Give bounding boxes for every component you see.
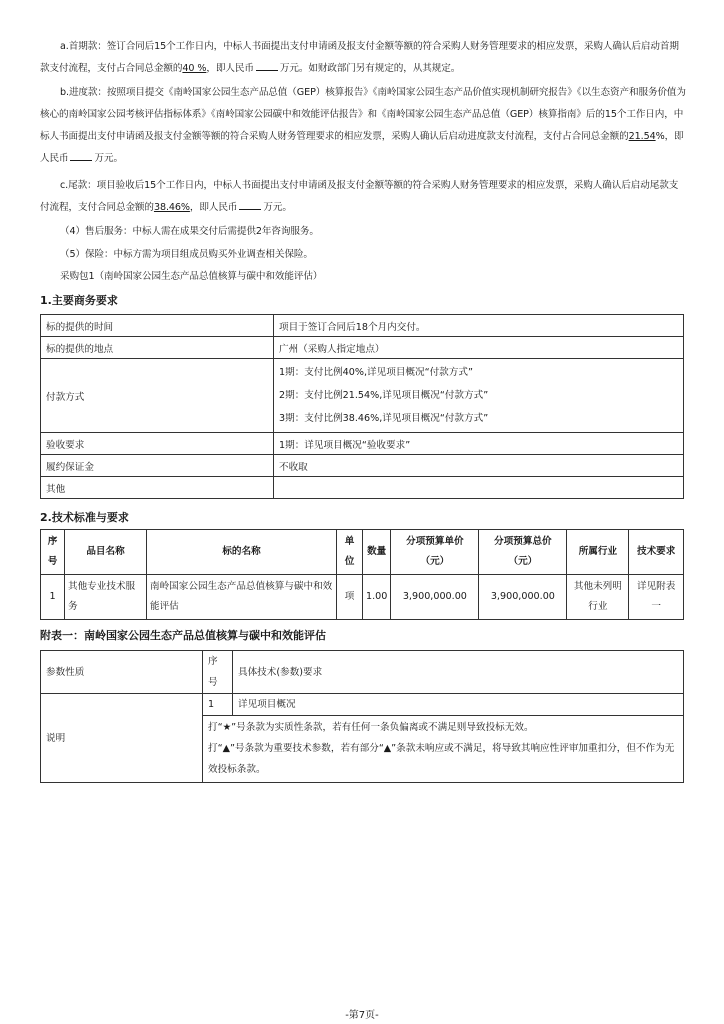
cell-item-name: 南岭国家公园生态产品总值核算与碳中和效能评估 [147,575,337,620]
table-row [41,433,684,455]
appendix-row-seq: 1 [203,694,233,716]
term-a-text: a.首期款：签订合同后15个工作日内，中标人书面提出支付申请函及报支付金额等额的符合采购人财务管理要求的相应发票，采购人确认后启动首期款支付流程，支付占合同总金额的 [40,41,679,74]
term-c-text: c.尾款：项目验收后15个工作日内，中标人书面提出支付申请函及报支付金额等额的符合采购人财务管理要求的相应发票，采购人确认后启动尾款支付流程，支付合同总金额的 [40,180,679,213]
row-value: 不收取 [274,455,684,477]
table-row [41,315,684,337]
row-label: 标的提供的地点 [41,337,274,359]
header-category: 品目名称 [65,530,147,575]
row-value: 项目于签订合同后18个月内交付。 [274,315,684,337]
table-row [41,477,684,499]
term-b-percent: 21.54 [628,131,656,142]
row-label: 验收要求 [41,433,274,455]
appendix-note-label: 说明 [41,694,203,783]
appendix-row-spec: 详见项目概况 [233,694,684,716]
term-a-percent: 40 % [182,63,207,74]
header-total-price: 分项预算总价（元） [479,530,567,575]
cell-seq: 1 [41,575,65,620]
header-quantity: 数量 [363,530,391,575]
appendix-table [40,650,684,783]
header-industry: 所属行业 [567,530,629,575]
payment-line-2: 2期：支付比例21.54%,详见项目概况“付款方式” [279,390,489,401]
section1-title: 1.主要商务要求 [40,294,118,307]
appendix-header-nature: 参数性质 [41,651,203,694]
page-number: -第7页- [345,1010,379,1021]
term-b-text: b.进度款：按照项目提交《南岭国家公园生态产品总值（GEP）核算报告》《南岭国家公园生态产品价值实现机制研究报告》《以生态资产和服务价值为核心的南岭国家公园考核评估指标体系》《南岭国家公园碳中和效能评估报告》和《南岭国家公园生态产品总值（GEP）核算指南》后的15个工作日内，中标人书面提出支付申请函及报支付金额等额的符合采购人财务管理要求的相应发票，采购人确认后启动进度款支付流程，支付占合同总金额的 [40,87,686,142]
header-unit-price: 分项预算单价（元） [391,530,479,575]
row-label: 履约保证金 [41,455,274,477]
payment-method-cell [274,359,684,433]
appendix-header-spec: 具体技术(参数)要求 [233,651,684,694]
payment-term-c [40,175,686,219]
term-b-blank [70,151,92,161]
table-row [41,575,684,620]
appendix-header-row [41,651,684,694]
term-b-mid: %，即人民币 [40,131,684,164]
term-c-blank [239,200,261,210]
header-tech-req: 技术要求 [629,530,684,575]
appendix-notes [203,716,684,783]
header-seq: 序号 [41,530,65,575]
package-title: 采购包1（南岭国家公园生态产品总值核算与碳中和效能评估） [60,271,323,282]
row-label: 其他 [41,477,274,499]
term-a-blank [256,61,278,71]
insurance-text: （5）保险：中标方需为项目组成员购买外业调查相关保险。 [60,249,313,260]
row-value: 广州（采购人指定地点） [274,337,684,359]
table-header-row [41,530,684,575]
term-c-mid: ，即人民币 [189,202,238,213]
after-sales-text: （4）售后服务：中标人需在成果交付后需提供2年咨询服务。 [60,226,319,237]
technical-requirements-table [40,529,684,620]
table-row [41,694,684,716]
payment-line-1: 1期：支付比例40%,详见项目概况“付款方式” [279,367,473,378]
term-c-suffix: 万元。 [263,202,292,213]
cell-total-price: 3,900,000.00 [479,575,567,620]
cell-unit-price: 3,900,000.00 [391,575,479,620]
header-item-name: 标的名称 [147,530,337,575]
appendix-note-star: 打“★”号条款为实质性条款，若有任何一条负偏离或不满足则导致投标无效。 [208,722,534,733]
business-requirements-table [40,314,684,499]
term-c-percent: 38.46% [153,202,190,213]
table-row [41,337,684,359]
appendix-title: 附表一：南岭国家公园生态产品总值核算与碳中和效能评估 [40,629,326,642]
cell-quantity: 1.00 [363,575,391,620]
term-b-suffix: 万元。 [94,153,123,164]
cell-category: 其他专业技术服务 [65,575,147,620]
cell-tech-req: 详见附表一 [629,575,684,620]
term-a-mid: ，即人民币 [206,63,254,74]
row-label: 付款方式 [41,359,274,433]
payment-term-b [40,82,686,170]
section2-title: 2.技术标准与要求 [40,511,129,524]
payment-line-3: 3期：支付比例38.46%,详见项目概况“付款方式” [279,413,489,424]
cell-unit: 项 [337,575,363,620]
header-unit: 单位 [337,530,363,575]
payment-term-a [40,36,686,80]
table-row [41,359,684,433]
row-value: 1期：详见项目概况“验收要求” [274,433,684,455]
cell-industry: 其他未列明行业 [567,575,629,620]
row-value [274,477,684,499]
term-a-suffix: 万元。如财政部门另有规定的，从其规定。 [279,63,461,74]
row-label: 标的提供的时间 [41,315,274,337]
table-row [41,455,684,477]
appendix-header-seq: 序号 [203,651,233,694]
appendix-note-triangle: 打“▲”号条款为重要技术参数，若有部分“▲”条款未响应或不满足，将导致其响应性评审加重扣分，但不作为无效投标条款。 [208,743,675,775]
